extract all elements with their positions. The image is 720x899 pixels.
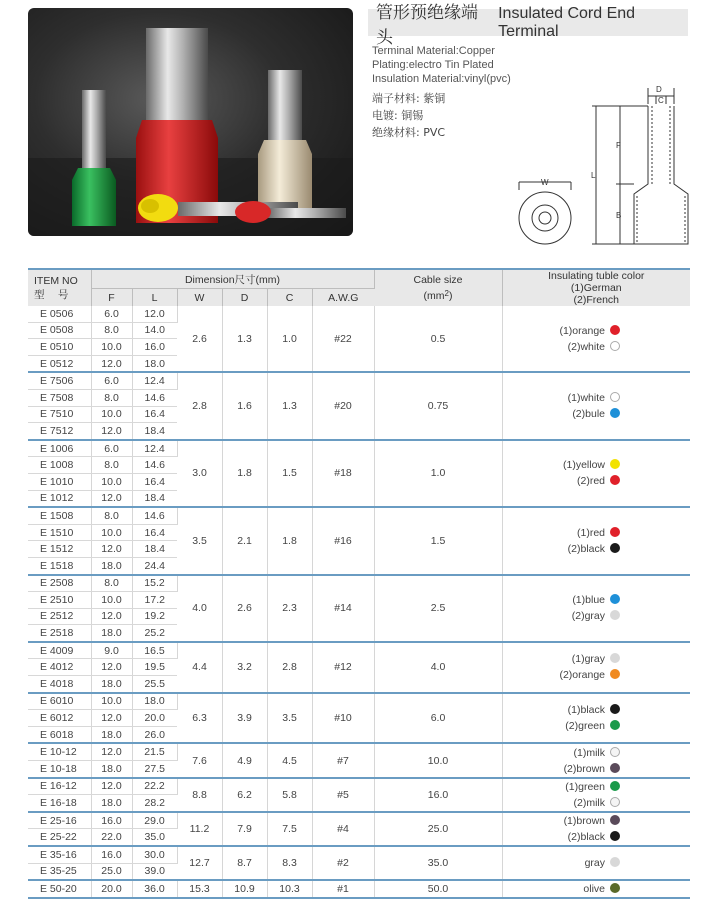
c-cell: 7.5	[267, 812, 312, 846]
l-cell: 14.6	[132, 389, 177, 406]
color-entry	[503, 795, 621, 811]
title-chinese: 管形预绝缘端头	[376, 2, 478, 48]
l-cell: 16.4	[132, 406, 177, 423]
f-cell: 12.0	[91, 710, 132, 727]
f-cell: 6.0	[91, 372, 132, 389]
item-number-cell: E 1518	[28, 557, 91, 574]
color-label: (1)red	[576, 526, 605, 539]
l-cell: 14.6	[132, 457, 177, 474]
color-label: (2)green	[565, 720, 605, 733]
color-swatch-icon	[610, 747, 620, 757]
l-cell: 15.2	[132, 575, 177, 592]
l-cell: 30.0	[132, 846, 177, 863]
d-cell: 3.2	[222, 642, 267, 693]
cable-cell: 35.0	[374, 846, 502, 880]
f-cell: 8.0	[91, 457, 132, 474]
table-row	[28, 846, 690, 863]
color-cell	[502, 693, 690, 744]
drawing-label-c: C	[658, 96, 664, 105]
col-cable-sup: 2	[444, 288, 449, 298]
color-swatch-icon	[610, 815, 620, 825]
item-number-cell: E 4018	[28, 676, 91, 693]
item-number-cell: E 7506	[28, 372, 91, 389]
color-label: (2)brown	[563, 762, 605, 775]
f-cell: 25.0	[91, 863, 132, 880]
color-cell	[502, 440, 690, 507]
w-cell: 12.7	[177, 846, 222, 880]
color-label: (1)blue	[572, 594, 605, 607]
color-entry	[503, 541, 621, 557]
f-cell: 6.0	[91, 440, 132, 457]
color-swatch-icon	[610, 459, 620, 469]
awg-cell: #4	[312, 812, 374, 846]
color-swatch-icon	[610, 831, 620, 841]
d-cell: 1.8	[222, 440, 267, 507]
color-cell	[502, 575, 690, 642]
col-d-header: D	[222, 289, 267, 307]
f-cell: 18.0	[91, 795, 132, 812]
c-cell: 4.5	[267, 743, 312, 777]
color-label: (1)black	[567, 704, 605, 717]
f-cell: 10.0	[91, 406, 132, 423]
color-label: (1)brown	[563, 814, 605, 827]
table-row	[28, 372, 690, 389]
d-cell: 4.9	[222, 743, 267, 777]
color-swatch-icon	[610, 610, 620, 620]
c-cell: 1.0	[267, 306, 312, 372]
l-cell: 19.2	[132, 608, 177, 625]
c-cell: 8.3	[267, 846, 312, 880]
color-cell	[502, 507, 690, 574]
w-cell: 2.6	[177, 306, 222, 372]
l-cell: 18.4	[132, 423, 177, 440]
l-cell: 35.0	[132, 829, 177, 846]
f-cell: 12.0	[91, 355, 132, 372]
w-cell: 4.0	[177, 575, 222, 642]
awg-cell: #16	[312, 507, 374, 574]
cable-cell: 6.0	[374, 693, 502, 744]
w-cell: 15.3	[177, 880, 222, 898]
item-number-cell: E 7512	[28, 423, 91, 440]
color-swatch-icon	[610, 475, 620, 485]
f-cell: 20.0	[91, 880, 132, 898]
l-cell: 26.0	[132, 726, 177, 743]
drawing-label-l: L	[591, 171, 596, 180]
c-cell: 1.3	[267, 372, 312, 439]
f-cell: 22.0	[91, 829, 132, 846]
f-cell: 16.0	[91, 846, 132, 863]
item-number-cell: E 7510	[28, 406, 91, 423]
f-cell: 18.0	[91, 625, 132, 642]
color-entry	[503, 406, 621, 422]
f-cell: 10.0	[91, 693, 132, 710]
f-cell: 18.0	[91, 726, 132, 743]
col-item-line2: 型 号	[34, 289, 69, 301]
f-cell: 10.0	[91, 592, 132, 609]
l-cell: 12.0	[132, 306, 177, 322]
table-row	[28, 743, 690, 760]
color-label: (2)red	[576, 475, 605, 488]
color-label: (2)milk	[573, 796, 605, 809]
item-number-cell: E 0506	[28, 306, 91, 322]
awg-cell: #7	[312, 743, 374, 777]
spec-plating-cn: 电镀: 铜锡	[372, 109, 424, 122]
drawing-label-f: F	[616, 141, 621, 150]
color-swatch-icon	[610, 763, 620, 773]
col-cable-unit: (mm	[423, 289, 445, 302]
c-cell: 1.8	[267, 507, 312, 574]
table-row	[28, 693, 690, 710]
l-cell: 16.5	[132, 642, 177, 659]
color-swatch-icon	[610, 653, 620, 663]
c-cell: 1.5	[267, 440, 312, 507]
item-number-cell: E 1510	[28, 524, 91, 541]
table-row	[28, 642, 690, 659]
color-swatch-icon	[610, 594, 620, 604]
color-swatch-icon	[610, 527, 620, 537]
title-english: Insulated Cord End Terminal	[498, 4, 636, 40]
color-entry	[503, 525, 621, 541]
item-number-cell: E 10-18	[28, 761, 91, 778]
l-cell: 24.4	[132, 557, 177, 574]
awg-cell: #10	[312, 693, 374, 744]
col-cable-title: Cable size	[413, 273, 463, 286]
spec-material: Terminal Material:Copper	[372, 45, 495, 57]
dimension-drawing	[512, 84, 702, 254]
f-cell: 18.0	[91, 676, 132, 693]
table-row	[28, 507, 690, 524]
f-cell: 10.0	[91, 473, 132, 490]
color-label: (1)orange	[559, 324, 605, 337]
color-entry	[503, 779, 621, 795]
color-entry	[503, 592, 621, 608]
color-swatch-icon	[610, 392, 620, 402]
l-cell: 27.5	[132, 761, 177, 778]
color-cell	[502, 306, 690, 372]
d-cell: 2.1	[222, 507, 267, 574]
f-cell: 8.0	[91, 389, 132, 406]
f-cell: 12.0	[91, 608, 132, 625]
item-number-cell: E 25-16	[28, 812, 91, 829]
col-dimension-header: Dimension尺寸(mm)	[91, 269, 374, 289]
w-cell: 11.2	[177, 812, 222, 846]
color-entry	[503, 667, 621, 683]
color-cell	[502, 846, 690, 880]
product-title	[368, 2, 688, 48]
l-cell: 14.6	[132, 507, 177, 524]
l-cell: 16.0	[132, 339, 177, 356]
color-cell	[502, 880, 690, 898]
w-cell: 3.0	[177, 440, 222, 507]
drawing-label-d: D	[656, 85, 662, 94]
color-entry	[503, 813, 621, 829]
c-cell: 5.8	[267, 778, 312, 812]
l-cell: 20.0	[132, 710, 177, 727]
color-swatch-icon	[610, 325, 620, 335]
f-cell: 12.0	[91, 423, 132, 440]
color-swatch-icon	[610, 669, 620, 679]
col-f-header: F	[91, 289, 132, 307]
color-cell	[502, 642, 690, 693]
f-cell: 10.0	[91, 524, 132, 541]
f-cell: 12.0	[91, 743, 132, 760]
col-item-header	[28, 269, 91, 306]
col-color-line1: Insulating tuble color	[548, 270, 645, 282]
col-l-header: L	[132, 289, 177, 307]
f-cell: 18.0	[91, 761, 132, 778]
color-entry	[503, 339, 621, 355]
color-entry	[503, 745, 621, 761]
cable-cell: 1.5	[374, 507, 502, 574]
color-entry	[503, 457, 621, 473]
d-cell: 2.6	[222, 575, 267, 642]
color-swatch-icon	[610, 704, 620, 714]
item-number-cell: E 35-16	[28, 846, 91, 863]
w-cell: 4.4	[177, 642, 222, 693]
f-cell: 10.0	[91, 339, 132, 356]
f-cell: 18.0	[91, 557, 132, 574]
d-cell: 7.9	[222, 812, 267, 846]
w-cell: 6.3	[177, 693, 222, 744]
cable-cell: 1.0	[374, 440, 502, 507]
product-photo	[28, 8, 353, 236]
cable-cell: 10.0	[374, 743, 502, 777]
color-cell	[502, 743, 690, 777]
color-entry	[503, 390, 621, 406]
item-number-cell: E 1008	[28, 457, 91, 474]
c-cell: 3.5	[267, 693, 312, 744]
item-number-cell: E 1012	[28, 490, 91, 507]
terminals-illustration	[28, 8, 353, 236]
col-color-line3: (2)French	[573, 294, 619, 306]
item-number-cell: E 1010	[28, 473, 91, 490]
item-number-cell: E 10-12	[28, 743, 91, 760]
item-number-cell: E 4012	[28, 659, 91, 676]
drawing-label-w: W	[541, 178, 549, 187]
item-number-cell: E 0508	[28, 322, 91, 339]
color-entry	[503, 702, 621, 718]
f-cell: 9.0	[91, 642, 132, 659]
item-number-cell: E 4009	[28, 642, 91, 659]
color-label: (2)black	[567, 830, 605, 843]
table-row	[28, 575, 690, 592]
cable-cell: 0.5	[374, 306, 502, 372]
c-cell: 2.3	[267, 575, 312, 642]
spec-insulation-cn: 绝缘材料: PVC	[372, 126, 446, 139]
cable-cell: 2.5	[374, 575, 502, 642]
cable-cell: 4.0	[374, 642, 502, 693]
item-number-cell: E 2510	[28, 592, 91, 609]
f-cell: 8.0	[91, 322, 132, 339]
spec-plating: Plating:electro Tin Plated	[372, 59, 494, 71]
item-number-cell: E 1006	[28, 440, 91, 457]
cable-cell: 16.0	[374, 778, 502, 812]
color-cell	[502, 812, 690, 846]
color-entry	[503, 718, 621, 734]
item-number-cell: E 16-18	[28, 795, 91, 812]
color-entry	[503, 855, 621, 871]
f-cell: 12.0	[91, 490, 132, 507]
color-swatch-icon	[610, 797, 620, 807]
item-number-cell: E 0512	[28, 355, 91, 372]
table-row	[28, 306, 690, 322]
f-cell: 8.0	[91, 507, 132, 524]
d-cell: 6.2	[222, 778, 267, 812]
item-number-cell: E 1512	[28, 541, 91, 558]
col-cable-header	[374, 269, 502, 306]
item-number-cell: E 6010	[28, 693, 91, 710]
spec-table-body	[28, 306, 690, 898]
color-cell	[502, 778, 690, 812]
color-label: olive	[583, 883, 605, 896]
cable-cell: 25.0	[374, 812, 502, 846]
col-c-header: C	[267, 289, 312, 307]
w-cell: 3.5	[177, 507, 222, 574]
d-cell: 10.9	[222, 880, 267, 898]
color-entry	[503, 608, 621, 624]
d-cell: 1.6	[222, 372, 267, 439]
item-number-cell: E 6018	[28, 726, 91, 743]
item-number-cell: E 6012	[28, 710, 91, 727]
awg-cell: #12	[312, 642, 374, 693]
cable-cell: 0.75	[374, 372, 502, 439]
color-label: (2)white	[567, 340, 605, 353]
l-cell: 16.4	[132, 524, 177, 541]
c-cell: 10.3	[267, 880, 312, 898]
f-cell: 12.0	[91, 778, 132, 795]
l-cell: 19.5	[132, 659, 177, 676]
l-cell: 16.4	[132, 473, 177, 490]
awg-cell: #20	[312, 372, 374, 439]
table-row	[28, 440, 690, 457]
col-color-header	[502, 269, 690, 306]
l-cell: 25.5	[132, 676, 177, 693]
w-cell: 8.8	[177, 778, 222, 812]
color-swatch-icon	[610, 341, 620, 351]
color-entry	[503, 761, 621, 777]
awg-cell: #2	[312, 846, 374, 880]
color-label: (2)black	[567, 542, 605, 555]
color-entry	[503, 473, 621, 489]
l-cell: 12.4	[132, 372, 177, 389]
col-cable-unit-wrap	[375, 287, 502, 303]
color-entry	[503, 881, 621, 897]
l-cell: 18.4	[132, 541, 177, 558]
item-number-cell: E 2508	[28, 575, 91, 592]
l-cell: 39.0	[132, 863, 177, 880]
item-number-cell: E 2512	[28, 608, 91, 625]
item-number-cell: E 50-20	[28, 880, 91, 898]
d-cell: 3.9	[222, 693, 267, 744]
color-label: (1)white	[567, 392, 605, 405]
c-cell: 2.8	[267, 642, 312, 693]
awg-cell: #18	[312, 440, 374, 507]
d-cell: 8.7	[222, 846, 267, 880]
table-row	[28, 778, 690, 795]
item-number-cell: E 7508	[28, 389, 91, 406]
color-cell	[502, 372, 690, 439]
color-entry	[503, 323, 621, 339]
item-number-cell: E 25-22	[28, 829, 91, 846]
item-number-cell: E 0510	[28, 339, 91, 356]
col-cable-close: )	[448, 289, 453, 302]
color-swatch-icon	[610, 720, 620, 730]
spec-table	[28, 268, 690, 899]
l-cell: 21.5	[132, 743, 177, 760]
f-cell: 6.0	[91, 306, 132, 322]
f-cell: 16.0	[91, 812, 132, 829]
l-cell: 29.0	[132, 812, 177, 829]
col-color-line2: (1)German	[570, 282, 622, 294]
f-cell: 8.0	[91, 575, 132, 592]
table-row	[28, 812, 690, 829]
item-number-cell: E 16-12	[28, 778, 91, 795]
w-cell: 7.6	[177, 743, 222, 777]
color-label: (1)gray	[571, 653, 605, 666]
l-cell: 18.4	[132, 490, 177, 507]
color-swatch-icon	[610, 857, 620, 867]
l-cell: 18.0	[132, 693, 177, 710]
f-cell: 12.0	[91, 659, 132, 676]
color-swatch-icon	[610, 543, 620, 553]
f-cell: 12.0	[91, 541, 132, 558]
col-item-line1: ITEM NO	[34, 275, 78, 287]
item-number-cell: E 2518	[28, 625, 91, 642]
awg-cell: #1	[312, 880, 374, 898]
w-cell: 2.8	[177, 372, 222, 439]
table-row	[28, 880, 690, 898]
l-cell: 36.0	[132, 880, 177, 898]
color-label: (1)milk	[573, 746, 605, 759]
color-swatch-icon	[610, 883, 620, 893]
drawing-label-b: B	[616, 211, 622, 220]
color-label: (2)orange	[559, 669, 605, 682]
color-label: (2)gray	[571, 610, 605, 623]
item-number-cell: E 35-25	[28, 863, 91, 880]
item-number-cell: E 1508	[28, 507, 91, 524]
color-label: (1)yellow	[562, 459, 605, 472]
color-entry	[503, 829, 621, 845]
color-label: (2)bule	[572, 408, 605, 421]
l-cell: 18.0	[132, 355, 177, 372]
awg-cell: #22	[312, 306, 374, 372]
l-cell: 22.2	[132, 778, 177, 795]
awg-cell: #14	[312, 575, 374, 642]
l-cell: 17.2	[132, 592, 177, 609]
l-cell: 12.4	[132, 440, 177, 457]
l-cell: 25.2	[132, 625, 177, 642]
cable-cell: 50.0	[374, 880, 502, 898]
spec-material-cn: 端子材料: 紫铜	[372, 92, 446, 105]
col-awg-header: A.W.G	[312, 289, 374, 307]
color-label: gray	[584, 857, 605, 870]
d-cell: 1.3	[222, 306, 267, 372]
color-label: (1)green	[565, 780, 605, 793]
l-cell: 14.0	[132, 322, 177, 339]
l-cell: 28.2	[132, 795, 177, 812]
col-w-header: W	[177, 289, 222, 307]
awg-cell: #5	[312, 778, 374, 812]
color-entry	[503, 651, 621, 667]
spec-insulation: Insulation Material:vinyl(pvc)	[372, 73, 511, 85]
color-swatch-icon	[610, 408, 620, 418]
color-swatch-icon	[610, 781, 620, 791]
